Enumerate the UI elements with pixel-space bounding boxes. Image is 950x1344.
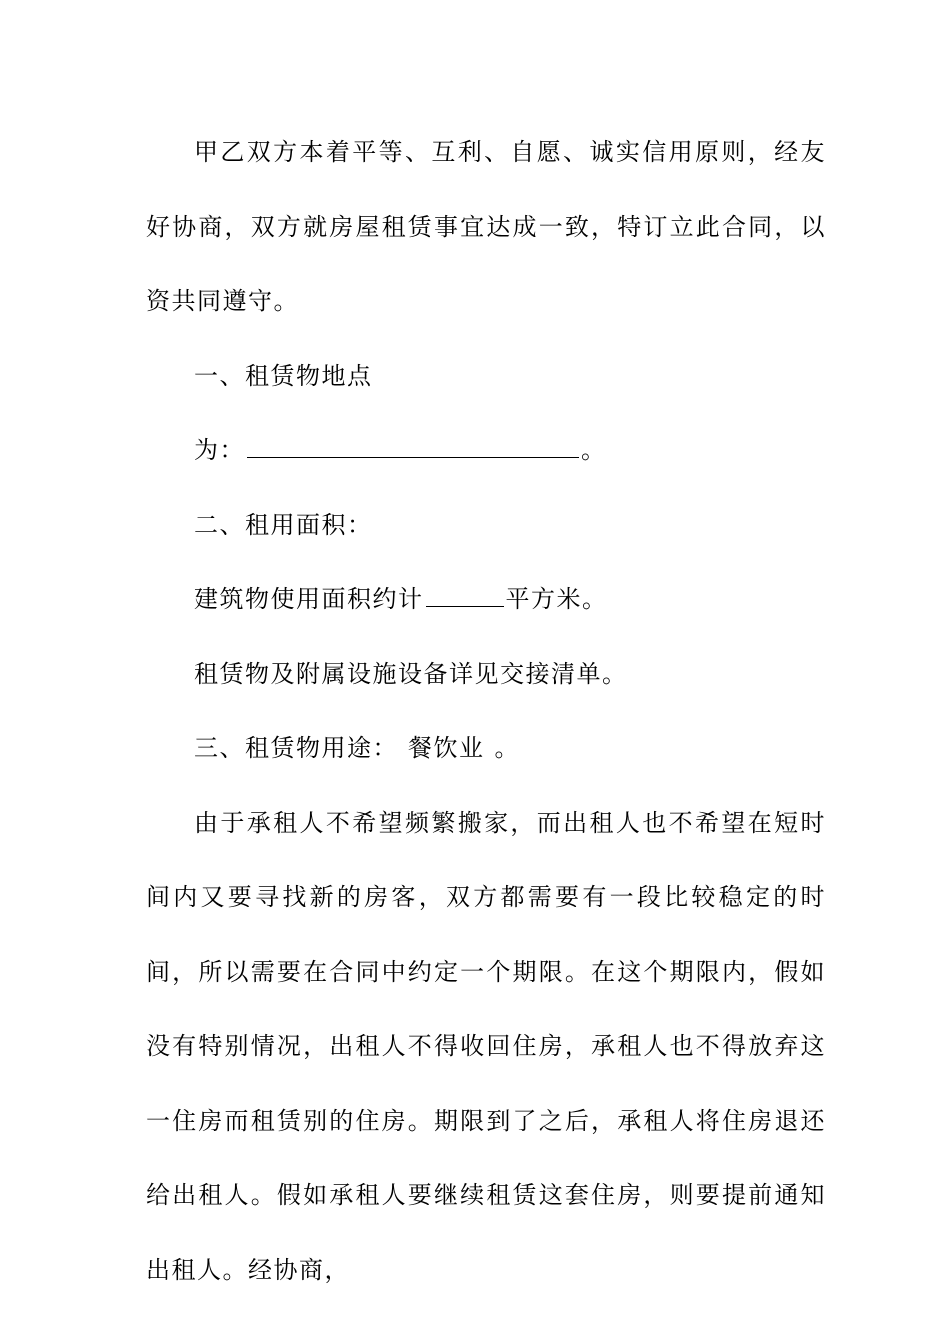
contract-body xyxy=(146,115,826,1307)
area-prefix: 建筑物使用面积约计 xyxy=(194,585,424,613)
area-blank xyxy=(426,605,504,607)
area-suffix: 平方米。 xyxy=(505,585,608,613)
location-suffix: 。 xyxy=(581,436,607,464)
section1-heading: 一、租赁物地点 xyxy=(194,361,373,390)
location-prefix: 为： xyxy=(194,436,245,464)
section3-heading: 三、租赁物用途： xyxy=(194,734,398,762)
term-paragraph: 由于承租人不希望频繁搬家，而出租人也不希望在短时间内又要寻找新的房客，双方都需要有一段比较稳定的时间，所以需要在合同中约定一个期限。在这个期限内，假如没有特别情况，出租人不得收回住房，承租人也不得放弃这一住房而租赁别的住房。期限到了之后，承租人将住房退还给出租人。假如承租人要继续租赁这套住房，则要提前通知出租人。经协商， xyxy=(146,808,826,1284)
facilities-line: 租赁物及附属设施设备详见交接清单。 xyxy=(194,659,628,688)
use-line xyxy=(146,711,826,786)
area-line xyxy=(146,562,826,637)
use-suffix: 。 xyxy=(494,734,520,762)
section2-heading: 二、租用面积： xyxy=(194,510,373,539)
location-line xyxy=(146,413,826,488)
location-blank xyxy=(247,456,579,458)
use-value: 餐饮业 xyxy=(408,734,485,762)
intro-paragraph: 甲乙双方本着平等、互利、自愿、诚实信用原则，经友好协商，双方就房屋租赁事宜达成一致，特订立此合同，以资共同遵守。 xyxy=(146,138,826,315)
